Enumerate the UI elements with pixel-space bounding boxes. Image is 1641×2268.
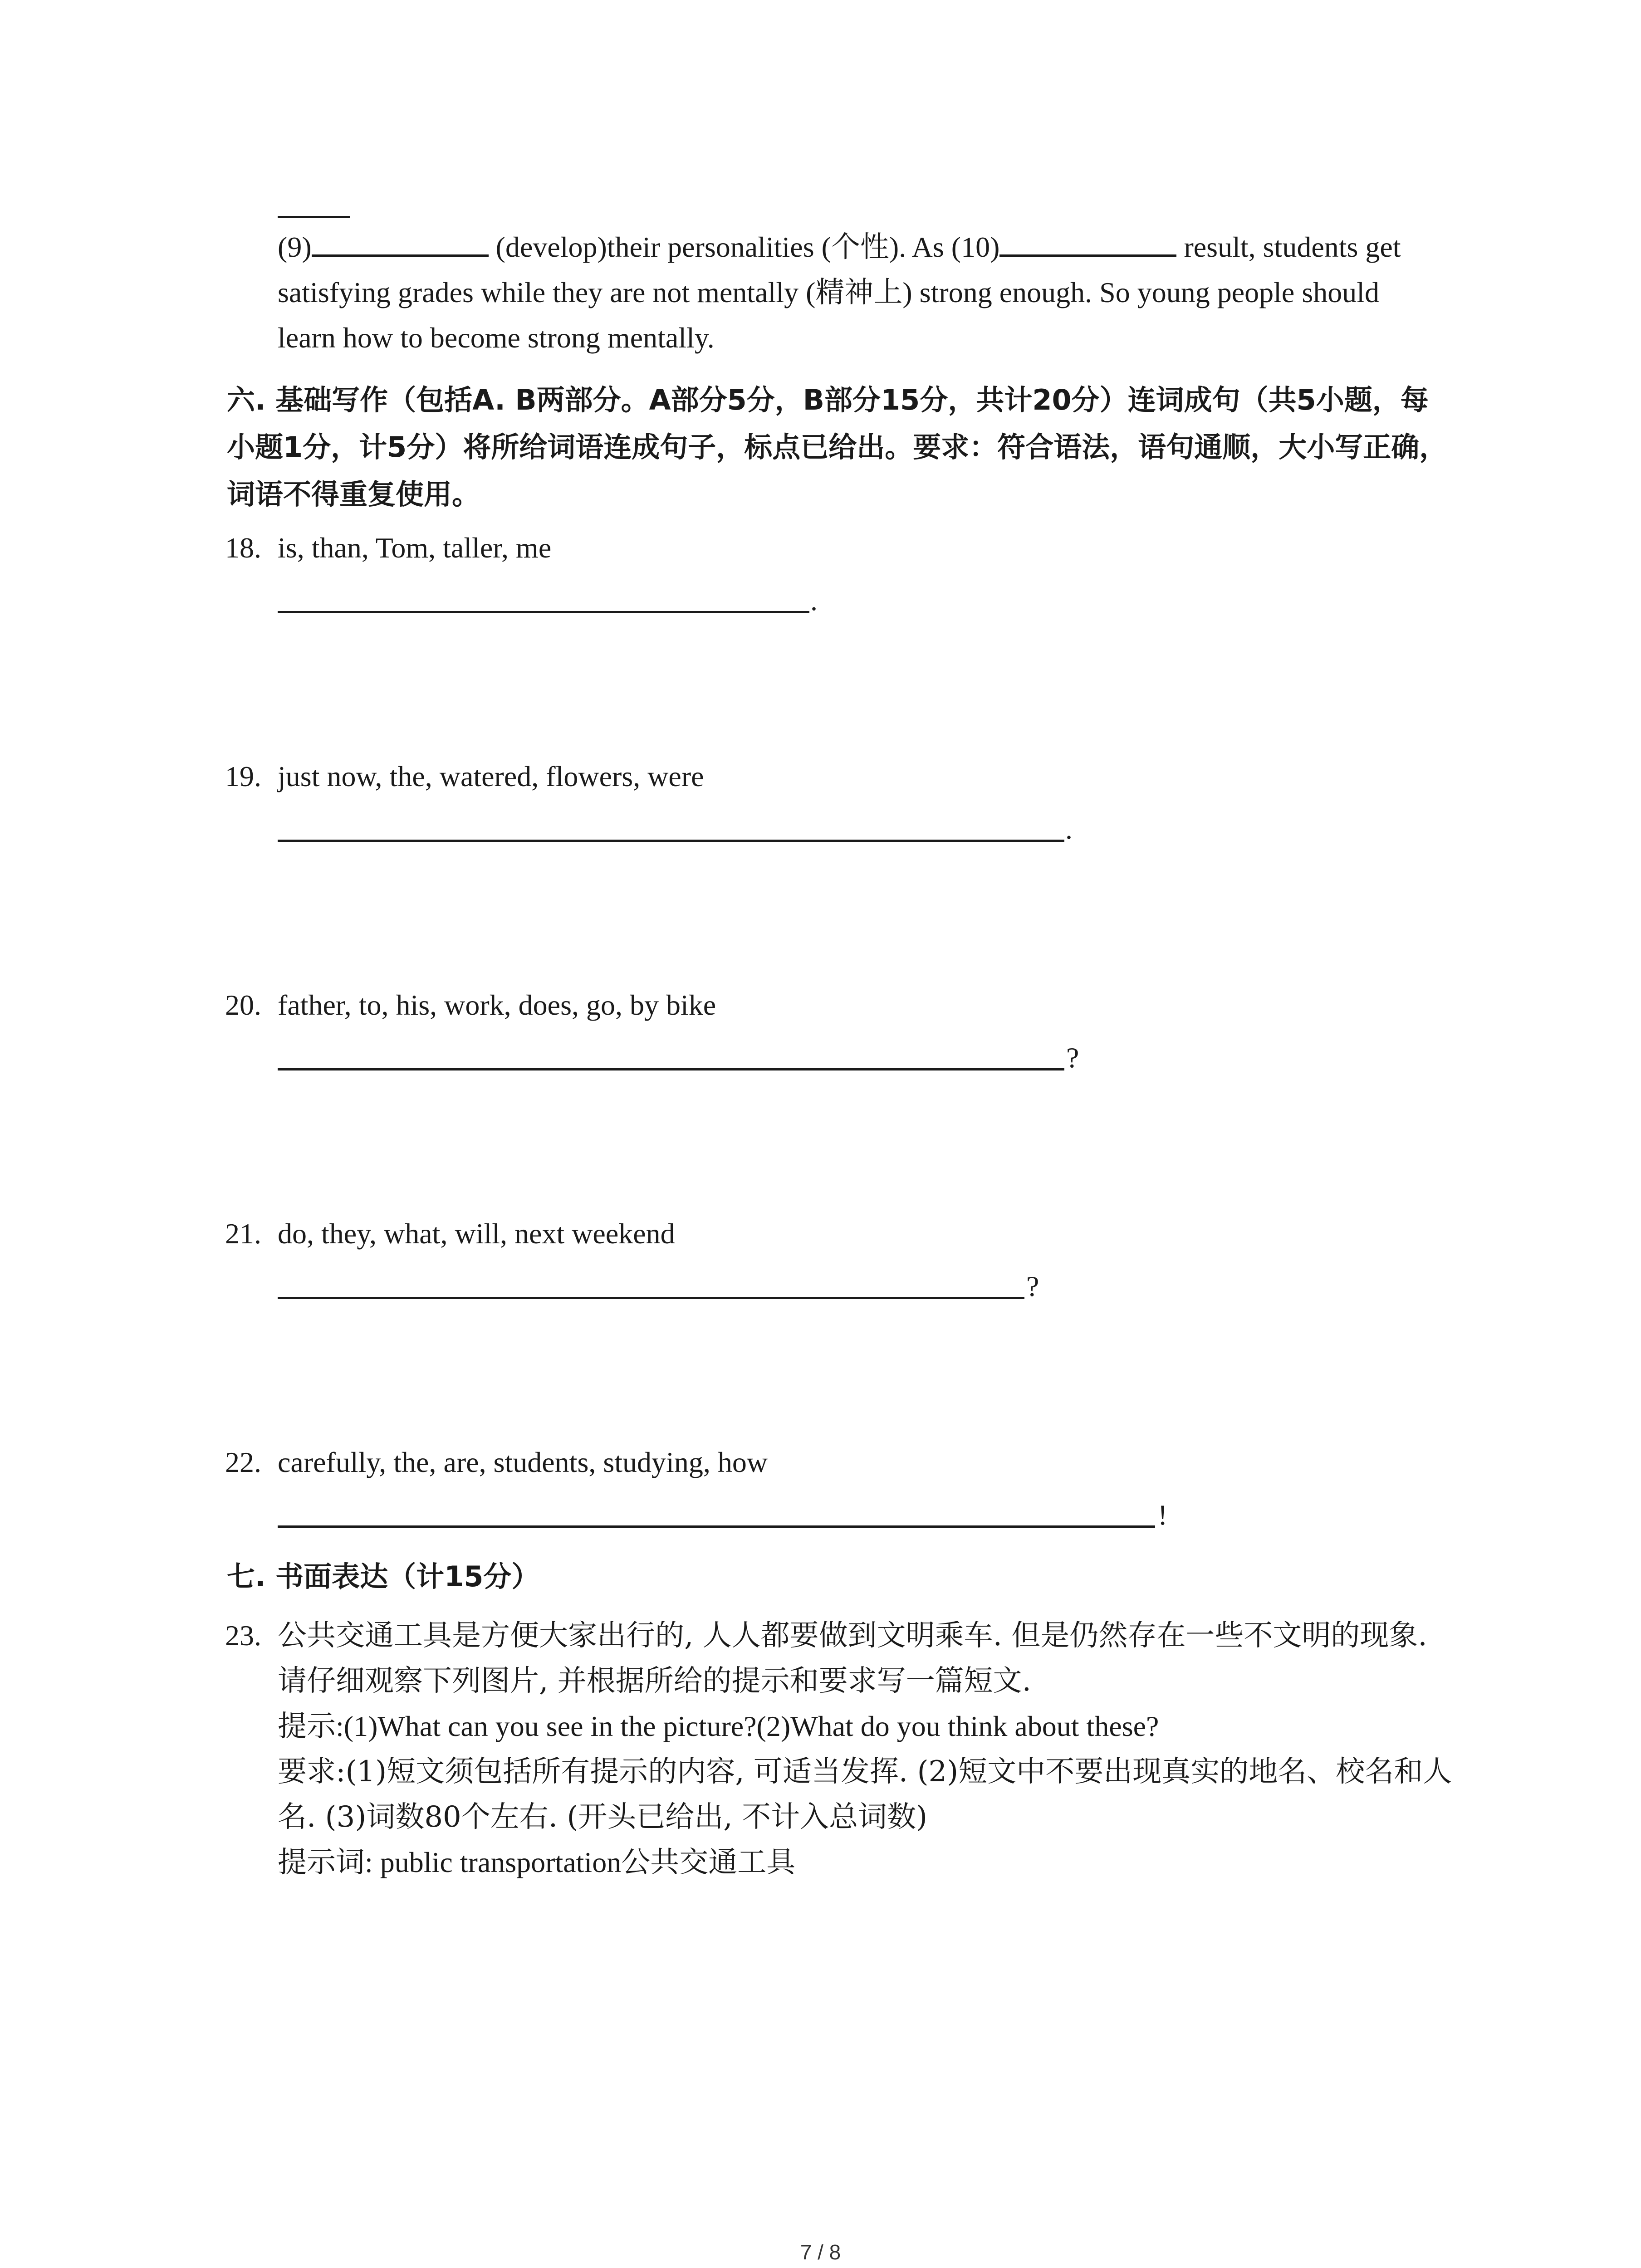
question-22-words: carefully, the, are, students, studying, how	[278, 1446, 768, 1478]
question-21-words: do, they, what, will, next weekend	[278, 1217, 675, 1250]
question-18-words: is, than, Tom, taller, me	[278, 532, 552, 564]
blank-9-number: (9)	[278, 231, 312, 263]
question-23-hints: 提示:(1)What can you see in the picture?(2)What do you think about these?	[278, 1710, 1159, 1742]
question-18-number: 18.	[225, 532, 261, 564]
question-19-number: 19.	[225, 760, 261, 792]
top-rule	[278, 216, 350, 218]
passage-block	[278, 225, 1448, 361]
question-22-punctuation: !	[1158, 1499, 1168, 1531]
section-6-heading: 六. 基础写作（包括A. B两部分。A部分5分，B部分15分，共计20分）连词成句（共5小题，每小题1分，计5分）将所给词语连成句子，标点已给出。要求：符合语法，语句通顺，大小写正确，词语不得重复使用。	[227, 383, 1448, 511]
question-23-intro: 公共交通工具是方便大家出行的, 人人都要做到文明乘车. 但是仍然存在一些不文明的现象. 请仔细观察下列图片, 并根据所给的提示和要求写一篇短文.	[278, 1619, 1427, 1698]
question-19-answer-line[interactable]	[278, 840, 1064, 842]
blank-10[interactable]	[999, 227, 1176, 257]
question-21-punctuation: ?	[1026, 1270, 1039, 1302]
question-23-keyword: 提示词: public transportation公共交通工具	[278, 1846, 796, 1878]
blank-9[interactable]	[312, 227, 489, 257]
question-21-number: 21.	[225, 1217, 261, 1250]
section-7-heading: 七. 书面表达（计15分）	[227, 1560, 540, 1593]
question-23-requirements: 要求:(1)短文须包括所有提示的内容, 可适当发挥. (2)短文中不要出现真实的地名、校名和人名. (3)词数80个左右. (开头已给出, 不计入总词数)	[278, 1755, 1452, 1834]
question-20-punctuation: ?	[1066, 1041, 1079, 1074]
question-19-words: just now, the, watered, flowers, were	[278, 760, 704, 792]
question-20-answer-line[interactable]	[278, 1068, 1064, 1070]
after-blank-10: result, students get	[1176, 231, 1401, 263]
page-number: 7 / 8	[800, 2240, 841, 2264]
question-20-number: 20.	[225, 989, 261, 1021]
question-23-number: 23.	[225, 1619, 261, 1652]
passage-line-2: satisfying grades while they are not mentally (精神上) strong enough. So young people should	[278, 276, 1380, 308]
question-18-punctuation: .	[810, 584, 818, 616]
question-21-answer-line[interactable]	[278, 1297, 1024, 1299]
question-20-words: father, to, his, work, does, go, by bike	[278, 989, 716, 1021]
question-22-answer-line[interactable]	[278, 1525, 1155, 1528]
blank-9-hint: (develop)their personalities (个性). As (10)	[488, 231, 1000, 263]
question-22-number: 22.	[225, 1446, 261, 1478]
question-18-answer-line[interactable]	[278, 611, 809, 613]
question-19-punctuation: .	[1065, 813, 1073, 845]
passage-line-1	[278, 225, 1448, 270]
passage-line-3: learn how to become strong mentally.	[278, 322, 715, 354]
